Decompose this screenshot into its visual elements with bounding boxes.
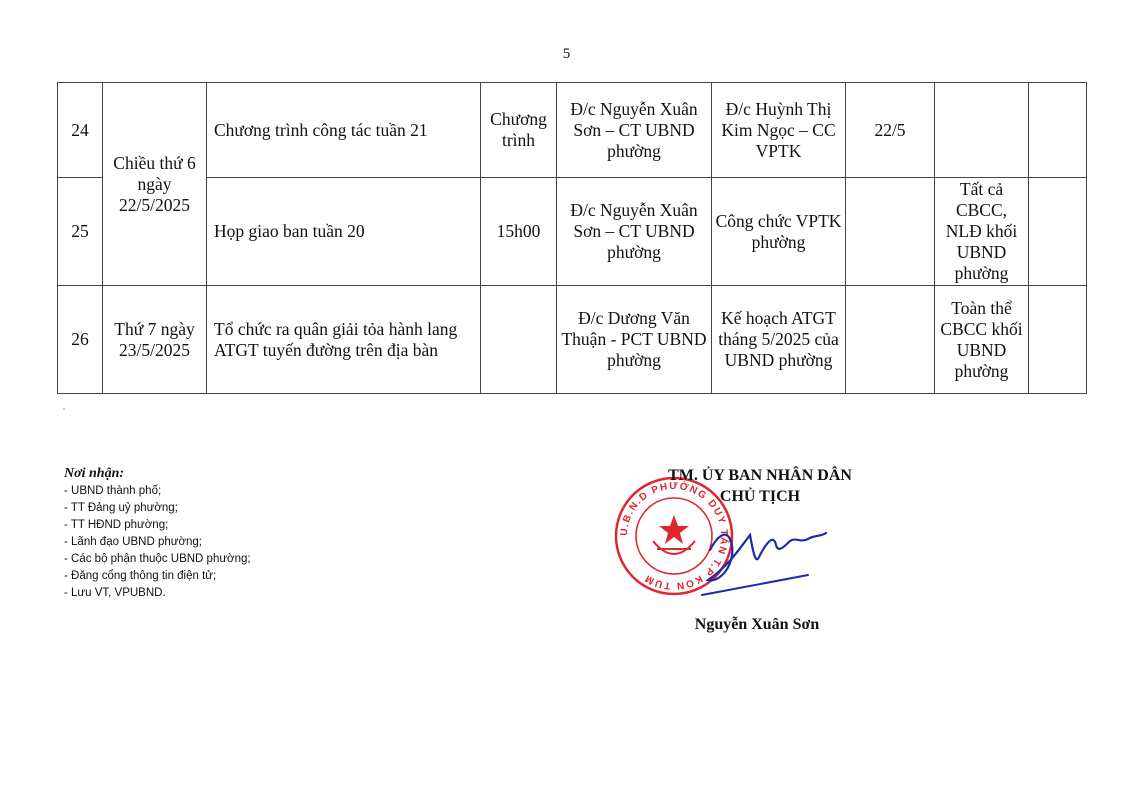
schedule-table xyxy=(57,82,1087,394)
deadline-cell xyxy=(846,286,935,394)
hour-cell: 15h00 xyxy=(481,178,557,286)
prepare-cell: Kế hoạch ATGT tháng 5/2025 của UBND phường xyxy=(712,286,846,394)
signer-name: Nguyễn Xuân Sơn xyxy=(694,616,820,633)
list-item: - Lưu VT, VPUBND. xyxy=(64,587,166,599)
list-item: - UBND thành phố; xyxy=(64,485,162,497)
table-row xyxy=(58,178,1087,286)
signature-role: CHỦ TỊCH xyxy=(719,488,801,505)
content-cell: Chương trình công tác tuần 21 xyxy=(207,83,481,178)
participants-cell: Tất cả CBCC, NLĐ khối UBND phường xyxy=(935,178,1029,286)
content-cell: Tổ chức ra quân giải tỏa hành lang ATGT tuyến đường trên địa bàn xyxy=(207,286,481,394)
page-number: 5 xyxy=(562,46,571,62)
row-number: 26 xyxy=(58,286,103,394)
list-item: - Lãnh đạo UBND phường; xyxy=(64,536,202,548)
deadline-cell: 22/5 xyxy=(846,83,935,178)
note-cell xyxy=(1029,178,1087,286)
seal-text: U.B.N.D PHƯỜNG DUY TÂN T.P KON TUM xyxy=(618,480,730,592)
recipients-list xyxy=(64,483,251,602)
hour-cell: Chương trình xyxy=(481,83,557,178)
content-cell: Họp giao ban tuần 20 xyxy=(207,178,481,286)
participants-cell xyxy=(935,83,1029,178)
deadline-cell xyxy=(846,178,935,286)
lead-cell: Đ/c Nguyễn Xuân Sơn – CT UBND phường xyxy=(557,83,712,178)
list-item: - Các bộ phận thuộc UBND phường; xyxy=(64,553,251,565)
stray-dot xyxy=(63,408,65,410)
lead-cell: Đ/c Nguyễn Xuân Sơn – CT UBND phường xyxy=(557,178,712,286)
list-item: - Đăng cổng thông tin điện tử; xyxy=(64,570,217,582)
hour-cell xyxy=(481,286,557,394)
note-cell xyxy=(1029,286,1087,394)
row-number: 24 xyxy=(58,83,103,178)
signature-org: TM. ỦY BAN NHÂN DÂN xyxy=(668,467,852,484)
list-item: - TT HĐND phường; xyxy=(64,519,169,531)
time-cell: Chiều thứ 6 ngày 22/5/2025 xyxy=(103,83,207,286)
prepare-cell: Công chức VPTK phường xyxy=(712,178,846,286)
table-row xyxy=(58,286,1087,394)
lead-cell: Đ/c Dương Văn Thuận - PCT UBND phường xyxy=(557,286,712,394)
handwritten-signature xyxy=(680,505,840,600)
list-item: - TT Đảng uỷ phường; xyxy=(64,502,178,514)
participants-cell: Toàn thể CBCC khối UBND phường xyxy=(935,286,1029,394)
recipients-heading: Nơi nhận: xyxy=(64,466,125,481)
note-cell xyxy=(1029,83,1087,178)
table-row xyxy=(58,83,1087,178)
row-number: 25 xyxy=(58,178,103,286)
prepare-cell: Đ/c Huỳnh Thị Kim Ngọc – CC VPTK xyxy=(712,83,846,178)
recipients-block xyxy=(64,466,251,602)
time-cell: Thứ 7 ngày 23/5/2025 xyxy=(103,286,207,394)
